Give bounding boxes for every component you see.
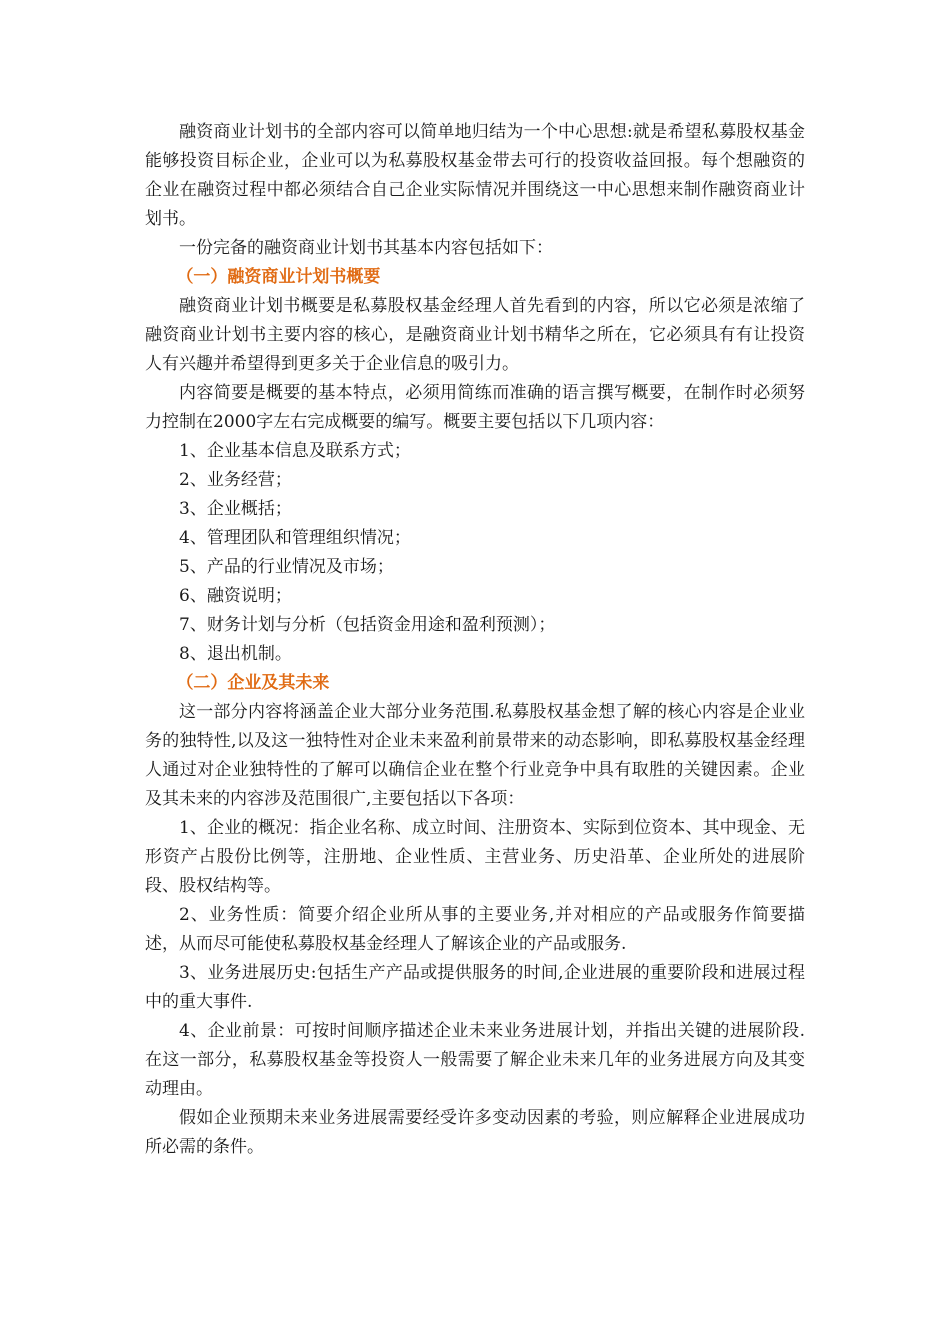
section2-intro: 这一部分内容将涵盖企业大部分业务范围.私募股权基金想了解的核心内容是企业业务的独特性,以及这一独特性对企业未来盈利前景带来的动态影响，即私募股权基金经理人通过对企业独特性的了解可以确信企业在整个行业竞争中具有取胜的关键因素。企业及其未来的内容涉及范围很广,主要包括以下各项： (145, 702, 805, 809)
section2-list-item: 3、业务进展历史:包括生产产品或提供服务的时间,企业进展的重要阶段和进展过程中的重大事件. (145, 963, 805, 1012)
section2-heading: （二）企业及其未来 (176, 673, 330, 693)
intro-paragraph-2: 一份完备的融资商业计划书其基本内容包括如下： (179, 238, 553, 258)
section2-list-item: 2、业务性质：简要介绍企业所从事的主要业务,并对相应的产品或服务作简要描述，从而尽可能使私募股权基金经理人了解该企业的产品或服务. (145, 905, 805, 954)
section2-closing: 假如企业预期未来业务进展需要经受许多变动因素的考验，则应解释企业进展成功所必需的条件。 (145, 1108, 805, 1157)
section1-heading: （一）融资商业计划书概要 (176, 267, 381, 287)
intro-paragraph-1: 融资商业计划书的全部内容可以简单地归结为一个中心思想:就是希望私募股权基金能够投资目标企业，企业可以为私募股权基金带去可行的投资收益回报。每个想融资的企业在融资过程中都必须结合自己企业实际情况并围绕这一中心思想来制作融资商业计划书。 (145, 122, 805, 229)
document-page (145, 118, 805, 1162)
section1-list-item: 7、财务计划与分析（包括资金用途和盈利预测）； (179, 615, 556, 635)
section1-paragraph-1: 融资商业计划书概要是私募股权基金经理人首先看到的内容，所以它必须是浓缩了融资商业计划书主要内容的核心，是融资商业计划书精华之所在，它必须具有有让投资人有兴趣并希望得到更多关于企业信息的吸引力。 (145, 296, 805, 374)
section1-list-item: 3、企业概括； (179, 499, 292, 519)
section1-list-item: 6、融资说明； (179, 586, 292, 606)
section1-list-item: 2、业务经营； (179, 470, 292, 490)
section1-paragraph-2: 内容简要是概要的基本特点，必须用简练而准确的语言撰写概要，在制作时必须努力控制在2000字左右完成概要的编写。概要主要包括以下几项内容： (145, 383, 805, 432)
section2-list-item: 1、企业的概况：指企业名称、成立时间、注册资本、实际到位资本、其中现金、无形资产占股份比例等，注册地、企业性质、主营业务、历史沿革、企业所处的进展阶段、股权结构等。 (145, 818, 805, 896)
section2-list-item: 4、企业前景：可按时间顺序描述企业未来业务进展计划，并指出关键的进展阶段.在这一部分，私募股权基金等投资人一般需要了解企业未来几年的业务进展方向及其变动理由。 (145, 1021, 805, 1099)
section1-list-item: 4、管理团队和管理组织情况； (179, 528, 411, 548)
section1-list-item: 1、企业基本信息及联系方式； (179, 441, 411, 461)
section1-list-item: 5、产品的行业情况及市场； (179, 557, 394, 577)
section1-list-item: 8、退出机制。 (179, 644, 292, 664)
